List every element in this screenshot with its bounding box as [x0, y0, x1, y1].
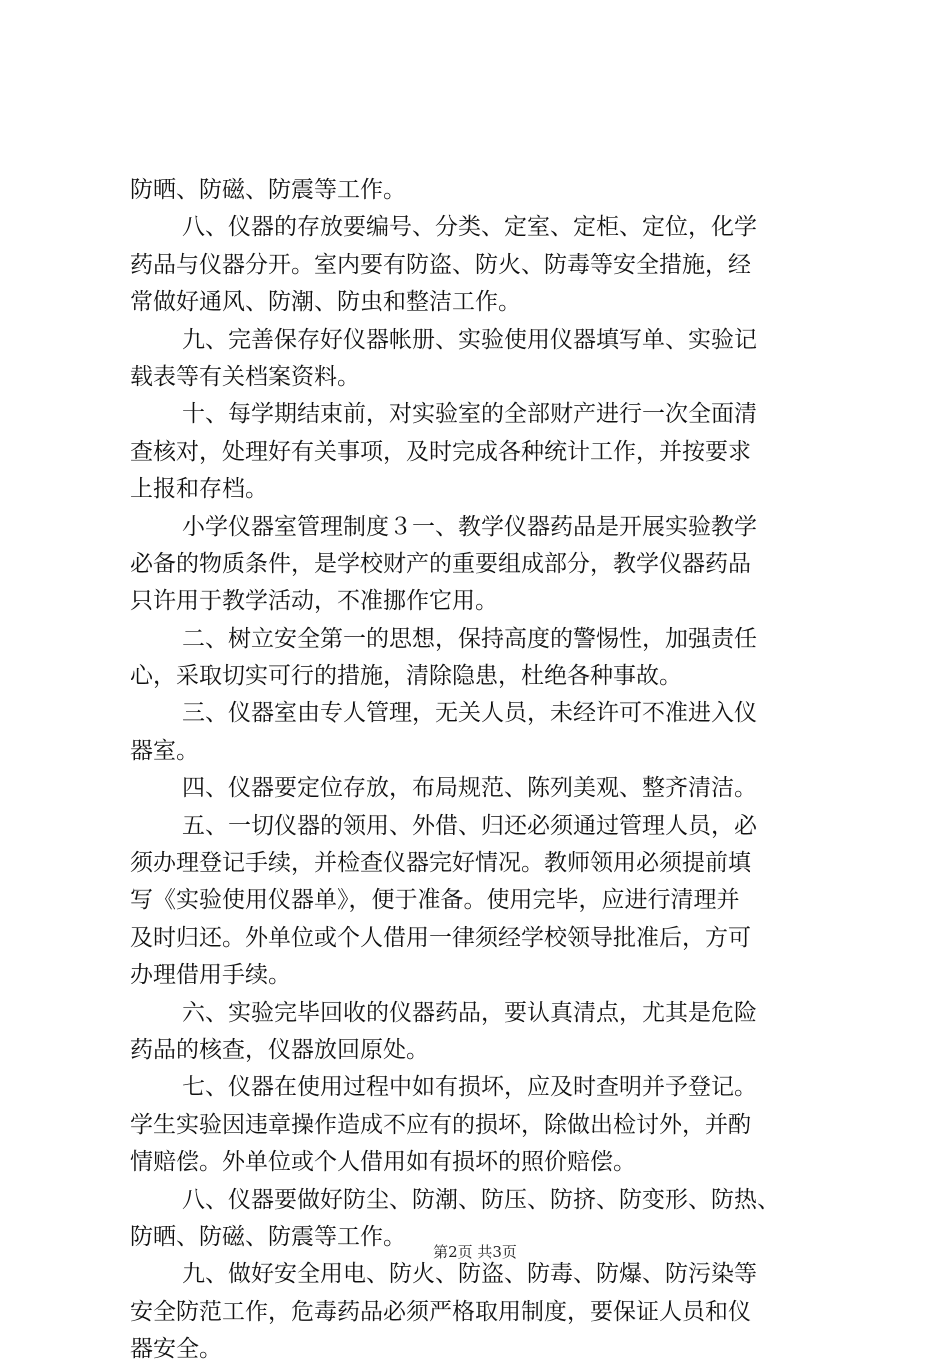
paragraph-start-line: 六、实验完毕回收的仪器药品，要认真清点，尤其是危险: [182, 999, 757, 1026]
text-line: 必备的物质条件，是学校财产的重要组成部分，教学仪器药品: [130, 550, 751, 577]
paragraph-start-line: 八、仪器要做好防尘、防潮、防压、防挤、防变形、防热、: [182, 1186, 780, 1213]
paragraph-start-line: 十、每学期结束前，对实验室的全部财产进行一次全面清: [182, 401, 757, 428]
text-line: 查核对，处理好有关事项，及时完成各种统计工作，并按要求: [130, 438, 751, 465]
paragraph-start-line: 八、仪器的存放要编号、分类、定室、定柜、定位，化学: [182, 214, 757, 241]
paragraph-start-line: 小学仪器室管理制度３一、教学仪器药品是开展实验教学: [182, 513, 757, 540]
text-line: 心，采取切实可行的措施，清除隐患，杜绝各种事故。: [130, 663, 682, 690]
text-line: 情赔偿。外单位或个人借用如有损坏的照价赔偿。: [130, 1149, 636, 1176]
text-line: 学生实验因违章操作造成不应有的损坏，除做出检讨外，并酌: [130, 1111, 751, 1138]
text-line: 药品的核查，仪器放回原处。: [130, 1036, 429, 1063]
text-line: 办理借用手续。: [130, 962, 291, 989]
text-line: 器室。: [130, 737, 199, 764]
paragraph-start-line: 五、一切仪器的领用、外借、归还必须通过管理人员，必: [182, 812, 757, 839]
page-number-footer: 第2页 共3页: [433, 1243, 517, 1261]
text-line: 须办理登记手续，并检查仪器完好情况。教师领用必须提前填: [130, 850, 751, 877]
text-line: 药品与仪器分开。室内要有防盗、防火、防毒等安全措施，经: [130, 251, 751, 278]
paragraph-start-line: 四、仪器要定位存放，布局规范、陈列美观、整齐清洁。: [182, 775, 757, 802]
text-line: 常做好通风、防潮、防虫和整洁工作。: [130, 289, 521, 316]
text-line: 安全防范工作，危毒药品必须严格取用制度，要保证人员和仪: [130, 1298, 751, 1325]
paragraph-start-line: 九、做好安全用电、防火、防盗、防毒、防爆、防污染等: [182, 1261, 757, 1288]
text-line: 及时归还。外单位或个人借用一律须经学校领导批准后，方可: [130, 924, 751, 951]
paragraph-start-line: 三、仪器室由专人管理，无关人员，未经许可不准进入仪: [182, 700, 757, 727]
text-line: 器安全。: [130, 1336, 222, 1363]
text-line: 上报和存档。: [130, 476, 268, 503]
paragraph-start-line: 二、树立安全第一的思想，保持高度的警惕性，加强责任: [182, 625, 757, 652]
paragraph-start-line: 七、仪器在使用过程中如有损坏，应及时查明并予登记。: [182, 1074, 757, 1101]
text-line: 写《实验使用仪器单》，便于准备。使用完毕，应进行清理并: [130, 887, 740, 914]
paragraph-start-line: 九、完善保存好仪器帐册、实验使用仪器填写单、实验记: [182, 326, 757, 353]
text-line: 载表等有关档案资料。: [130, 363, 360, 390]
document-body: [130, 172, 830, 1369]
text-line: 只许用于教学活动，不准挪作它用。: [130, 588, 498, 615]
text-line: 防晒、防磁、防震等工作。: [130, 1223, 406, 1250]
text-line: 防晒、防磁、防震等工作。: [130, 177, 406, 203]
